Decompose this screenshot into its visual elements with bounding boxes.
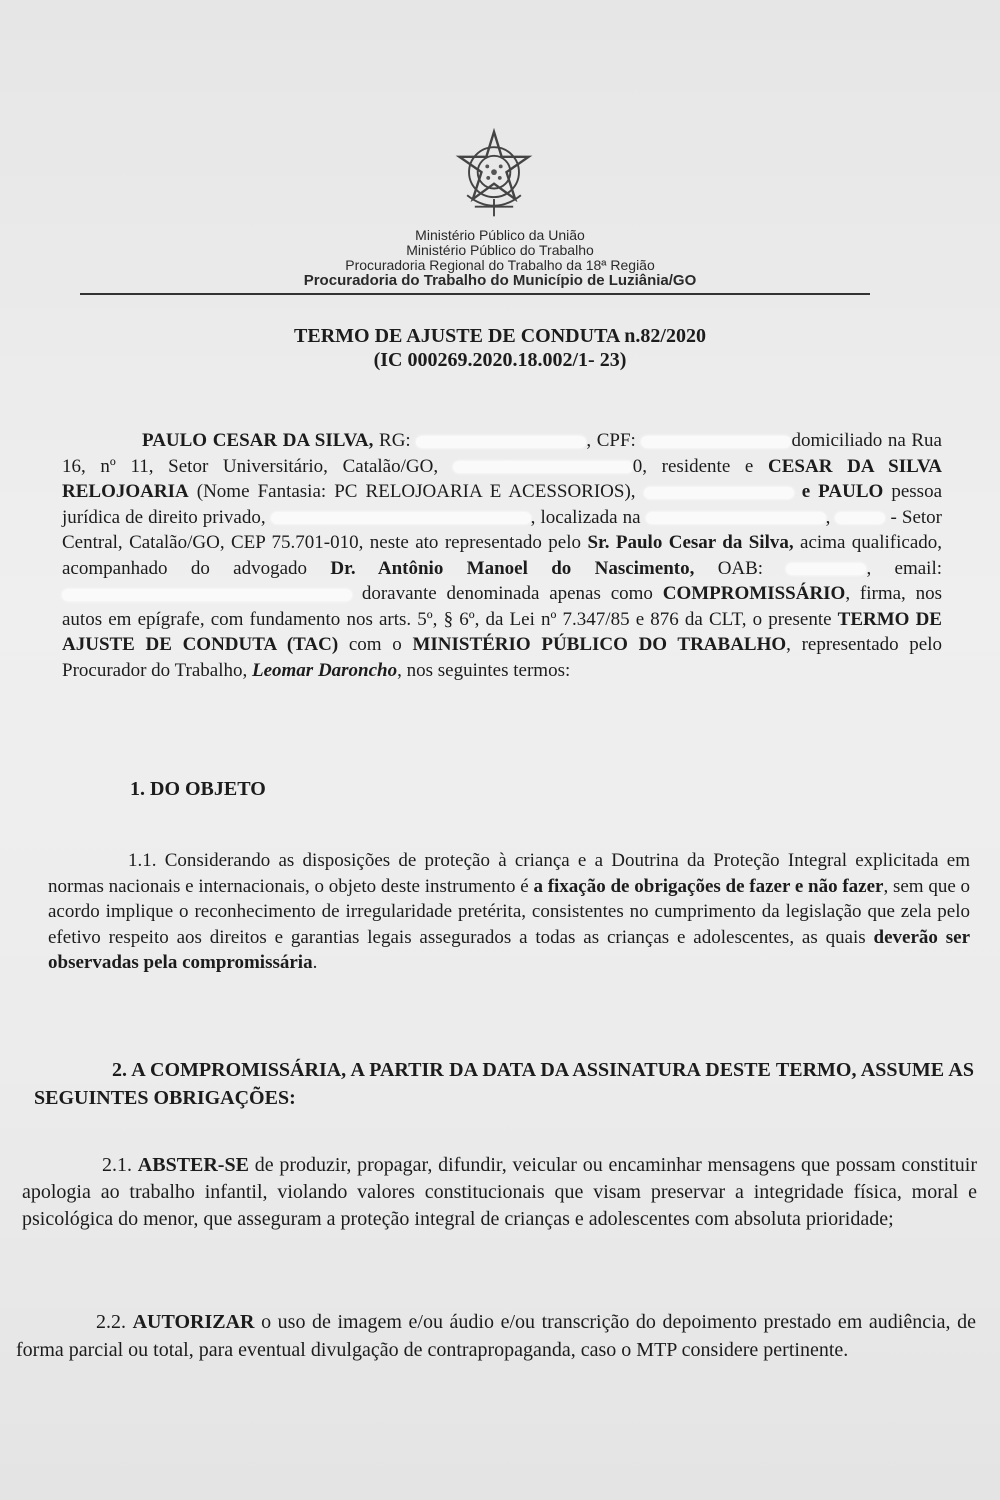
item-2-1-number: 2.1. (102, 1154, 132, 1176)
title-line-1: TERMO DE AJUSTE DE CONDUTA n.82/2020 (294, 325, 706, 347)
objective-continuation: , sem que o acordo implique o reconhecimento de irregularidade pretérita, consistentes no cumprimento da legislação que zela pelo efetivo respeito aos direitos e garantias legais assegurados a todas as crianças e adolescentes, as quais (48, 875, 971, 948)
location-text: , localizada na (530, 506, 641, 528)
represented-text: , representado pelo Procurador do Trabalho, (62, 634, 943, 681)
cpf-label: CPF: (596, 430, 636, 451)
item-2-2 (16, 1308, 976, 1364)
residence-text: 0, residente e (632, 455, 754, 477)
header-line-1: Ministério Público da União (415, 227, 585, 243)
obligation-highlight: deverão ser observadas pela compromissária (48, 926, 970, 973)
terms-text: , nos seguintes termos: (397, 659, 571, 681)
item-2-2-text: o uso de imagem e/ou áudio e/ou transcrição do depoimento prestado em audiência, de forma parcial ou total, para eventual divulgação de contrapropaganda, caso o MTP considere pertinente. (16, 1311, 976, 1361)
representation-text: - Setor Central, Catalão/GO, CEP 75.701-010, neste ato representado pelo (62, 506, 943, 553)
with-text: com o (348, 634, 402, 655)
rg-label: RG: (379, 430, 411, 451)
objective-highlight: a fixação de obrigações de fazer e não fazer (533, 875, 884, 897)
company-name: CESAR DA SILVA RELOJOARIA (62, 455, 943, 502)
and-paulo: e PAULO (801, 481, 884, 502)
item-2-1 (22, 1152, 977, 1233)
tac-label: TERMO DE AJUSTE DE CONDUTA (TAC) (62, 608, 942, 655)
objective-text: 1.1. Considerando as disposições de proteção à criança e a Doutrina da Proteção Integral explicitada em normas nacionais e internacionais, o objeto deste instrumento é (48, 850, 970, 897)
section-1-paragraph (48, 848, 970, 976)
redaction (641, 436, 791, 448)
legal-entity-text: pessoa jurídica de direito privado, (62, 481, 942, 528)
redaction (835, 512, 885, 524)
redaction (453, 461, 633, 473)
address-text: domiciliado na Rua 16, nº 11, Setor Universitário, Catalão/GO, (62, 430, 942, 477)
redaction (646, 512, 826, 524)
legal-basis-text: , firma, nos autos em epígrafe, com fundamento nos arts. 5º, § 6º, da Lei nº 7.347/85 e 876 da CLT, o presente (62, 583, 942, 630)
lawyer-name: Dr. Antônio Manoel do Nascimento, (330, 557, 695, 579)
prosecutor-name: Leomar Daroncho (251, 659, 398, 681)
item-2-2-keyword: AUTORIZAR (132, 1311, 255, 1333)
item-2-1-keyword: ABSTER-SE (137, 1154, 249, 1176)
redaction (644, 487, 794, 499)
objective-end: . (312, 952, 318, 973)
oab-label: OAB: (717, 557, 764, 579)
lawyer-intro: acima qualificado, acompanhado do advogado (62, 532, 943, 579)
header-line-2: Ministério Público do Trabalho (406, 242, 594, 258)
redaction (416, 436, 586, 448)
designation-text: doravante denominada apenas como (361, 583, 653, 604)
compromissario-label: COMPROMISSÁRIO (662, 583, 846, 604)
document-title (180, 324, 820, 372)
header-line-4: Procuradoria do Trabalho do Município de Luziânia/GO (303, 272, 697, 289)
header-line-3: Procuradoria Regional do Trabalho da 18ª Região (345, 257, 655, 273)
representative-name: Sr. Paulo Cesar da Silva, (587, 532, 794, 553)
section-2-heading: 2. A COMPROMISSÁRIA, A PARTIR DA DATA DA ASSINATURA DESTE TERMO, ASSUME AS SEGUINTES OBRIGAÇÕES: (34, 1059, 974, 1109)
intro-paragraph: PAULO CESAR DA SILVA, RG: , CPF: domiciliado na Rua 16, nº 11, Setor Universitário, Catalão/GO, 0, residente e CESAR DA SILVA RELOJOARIA (Nome Fantasia: PC RELOJOARIA E ACESSORIOS), e PAULO pessoa jurídica de direito privado, , localizada na , - Setor Central, Catalão/GO, CEP 75.701-010, neste ato representado pelo Sr. Paulo Cesar da Silva, acima qualificado, acompanhado do advogado Dr. Antônio Manoel do Nascimento, OAB: , email: doravante denominada apenas como COMPROMISSÁRIO, firma, nos autos em epígrafe, com fundamento nos arts. 5º, § 6º, da Lei nº 7.347/85 e 876 da CLT, o presente TERMO DE AJUSTE DE CONDUTA (TAC) com o MINISTÉRIO PÚBLICO DO TRABALHO, representado pelo Procurador do Trabalho, Leomar Daroncho, nos seguintes termos: (62, 430, 943, 681)
header-divider (80, 293, 870, 295)
redaction (271, 512, 531, 524)
email-label: email: (894, 557, 943, 579)
item-2-2-number: 2.2. (96, 1311, 126, 1333)
redaction (786, 563, 866, 575)
redaction (62, 589, 352, 601)
party-name: PAULO CESAR DA SILVA, (142, 430, 374, 451)
fantasy-name: (Nome Fantasia: PC RELOJOARIA E ACESSORIOS), (196, 481, 636, 502)
coat-of-arms-icon (446, 128, 542, 224)
item-2-1-text: de produzir, propagar, difundir, veicular ou encaminhar mensagens que possam constituir apologia ao trabalho infantil, violando valores constitucionais que visam preservar a integridade física, moral e psicológica do menor, que asseguram a proteção integral de crianças e adolescentes com absoluta prioridade; (22, 1154, 978, 1230)
mpt-label: MINISTÉRIO PÚBLICO DO TRABALHO (412, 634, 787, 655)
institution-header (250, 228, 750, 288)
section-1-heading: 1. DO OBJETO (130, 778, 266, 800)
title-line-2: (IC 000269.2020.18.002/1- 23) (373, 349, 627, 371)
